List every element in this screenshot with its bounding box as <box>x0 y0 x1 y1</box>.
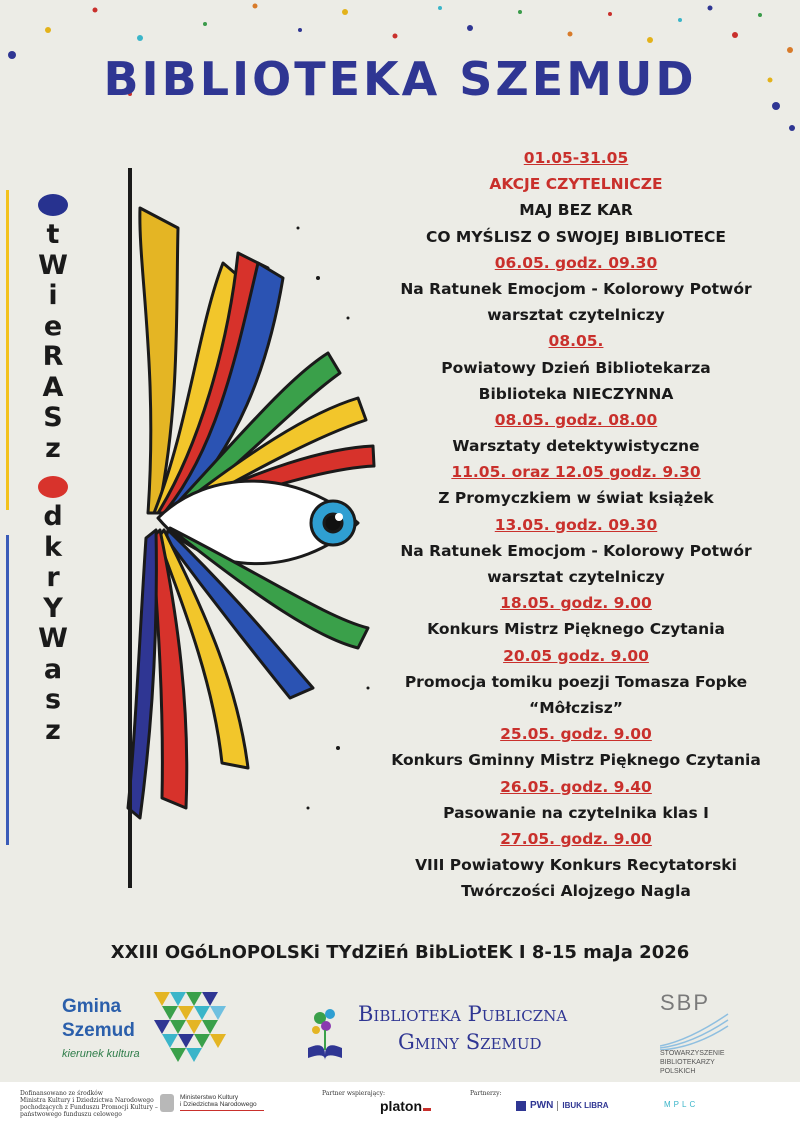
event-date: 27.05. godz. 9.00 <box>500 829 652 848</box>
yellow-accent-line <box>6 190 9 510</box>
event-text: Na Ratunek Emocjom - Kolorowy Potwór <box>400 541 752 560</box>
slogan-letter: W <box>38 249 68 281</box>
event-text: Twórczości Alojzego Nagla <box>461 882 691 901</box>
sbp-line2: BIBLIOTEKARZY <box>660 1059 715 1066</box>
pwn-separator <box>557 1101 558 1111</box>
triangle-mosaic-icon <box>154 992 234 1064</box>
slogan-letter: Y <box>43 592 63 624</box>
partners-label: Partnerzy: <box>470 1090 502 1097</box>
event-text: CO MYŚLISZ O SWOJEJ BIBLIOTECE <box>425 227 727 246</box>
slogan-letter: i <box>48 280 58 311</box>
sbp-swoosh-icon <box>660 1010 730 1050</box>
page-title: BIBLIOTEKA SZEMUD <box>103 52 697 106</box>
week-banner: XXIII OGóLnOPOLSKi TYdZiEń BibLiotEK I 8-15 maJa 2026 <box>110 942 690 963</box>
partner-logos <box>0 990 800 1080</box>
sbp-abbr: SBP <box>660 990 711 1015</box>
slogan-letter: s <box>44 684 62 715</box>
gmina-tagline: kierunek kultura <box>62 1048 140 1060</box>
event-date: 11.05. oraz 12.05 godz. 9.30 <box>451 463 701 482</box>
platon-logo <box>380 1098 431 1114</box>
event-text: warsztat czytelniczy <box>487 306 665 325</box>
mplc-logo: MPLC <box>664 1100 699 1109</box>
slogan-letter: e <box>43 310 63 342</box>
platon-text: platon <box>380 1098 422 1114</box>
event-text: Biblioteka NIECZYNNA <box>478 384 674 403</box>
event-text: MAJ BEZ KAR <box>519 201 633 220</box>
slogan-letter: d <box>43 501 63 532</box>
slogan-letter: k <box>44 531 62 563</box>
biblioteka-name-line2: Gminy Szemud <box>398 1030 542 1054</box>
slogan-letter: t <box>46 219 60 250</box>
slogan-letter: z <box>45 432 61 464</box>
gmina-name-line1: Gmina <box>62 996 122 1017</box>
slogan-letter: z <box>45 714 61 746</box>
blue-dot-o <box>38 194 68 216</box>
ministry-line: i Dziedzictwa Narodowego <box>180 1101 257 1108</box>
pwn-text: PWN <box>530 1100 554 1111</box>
event-date: 13.05. godz. 09.30 <box>494 515 658 534</box>
flower-book-icon <box>300 1000 350 1062</box>
slogan-letter: W <box>38 623 68 654</box>
slogan-letter: a <box>43 653 63 685</box>
ministry-logo-text <box>180 1094 264 1111</box>
sponsor-footer <box>0 1082 800 1131</box>
event-date: 20.05 godz. 9.00 <box>503 646 649 665</box>
slogan-letter: R <box>42 341 64 372</box>
event-text: Konkurs Gminny Mistrz Pięknego Czytania <box>391 751 761 770</box>
partner-label: Partner wspierający: <box>322 1090 385 1097</box>
event-text: Pasowanie na czytelnika klas I <box>443 803 709 822</box>
event-date: 25.05. godz. 9.00 <box>500 725 652 744</box>
funding-line: pochodzących z Funduszu Promocji Kultury – <box>20 1104 158 1111</box>
platon-underscore <box>423 1108 431 1111</box>
event-text: Warsztaty detektywistyczne <box>452 437 700 456</box>
event-text: VIII Powiatowy Konkurs Recytatorski <box>415 856 737 875</box>
event-text: “Môłczisz” <box>529 698 623 717</box>
sbp-line1: STOWARZYSZENIE <box>660 1050 725 1057</box>
pwn-icon <box>516 1101 526 1111</box>
event-text: Z Promyczkiem w świat książek <box>438 489 714 508</box>
red-dot-o <box>38 476 68 498</box>
events-list <box>366 145 786 904</box>
funding-line: Ministra Kultury i Dziedzictwa Narodowego <box>20 1097 154 1104</box>
biblioteka-name-line1: Biblioteka Publiczna <box>358 1002 568 1026</box>
event-date: 18.05. godz. 9.00 <box>500 594 652 613</box>
event-text: Konkurs Mistrz Pięknego Czytania <box>427 620 725 639</box>
event-date: 08.05. godz. 08.00 <box>494 410 658 429</box>
event-text: Powiatowy Dzień Bibliotekarza <box>441 358 711 377</box>
slogan-letter: r <box>46 562 60 593</box>
biblioteka-publiczna-logo <box>300 998 600 1068</box>
event-date: 06.05. godz. 09.30 <box>494 253 658 272</box>
funding-line: państwowego funduszu celowego <box>20 1111 122 1118</box>
gmina-name-line2: Szemud <box>62 1020 135 1041</box>
pwn-logo <box>516 1100 609 1111</box>
eagle-emblem-icon <box>160 1094 174 1112</box>
event-date: 01.05-31.05 <box>523 149 629 167</box>
event-date: 08.05. <box>548 332 604 351</box>
sbp-logo <box>660 990 770 1078</box>
ibuk-text: IBUK LIBRA <box>562 1101 609 1110</box>
event-text: Na Ratunek Emocjom - Kolorowy Potwór <box>400 279 752 298</box>
slogan-letter: A <box>42 371 64 403</box>
event-date: 26.05. godz. 9.40 <box>500 777 652 796</box>
sbp-line3: POLSKICH <box>660 1068 696 1075</box>
blue-accent-line <box>6 535 9 845</box>
gmina-szemud-logo <box>62 992 242 1072</box>
book-eye-illustration <box>118 168 388 888</box>
funding-line: Dofinansowano ze środków <box>20 1090 103 1097</box>
event-text: Promocja tomiku poezji Tomasza Fopke <box>404 672 748 691</box>
ministry-underline <box>180 1110 264 1111</box>
event-text: warsztat czytelniczy <box>487 568 665 586</box>
event-category: AKCJE CZYTELNICZE <box>489 175 663 194</box>
ministry-line: Ministerstwo Kultury <box>180 1094 239 1101</box>
vertical-slogan <box>28 190 78 746</box>
funding-note <box>20 1090 158 1118</box>
slogan-letter: S <box>43 402 63 433</box>
